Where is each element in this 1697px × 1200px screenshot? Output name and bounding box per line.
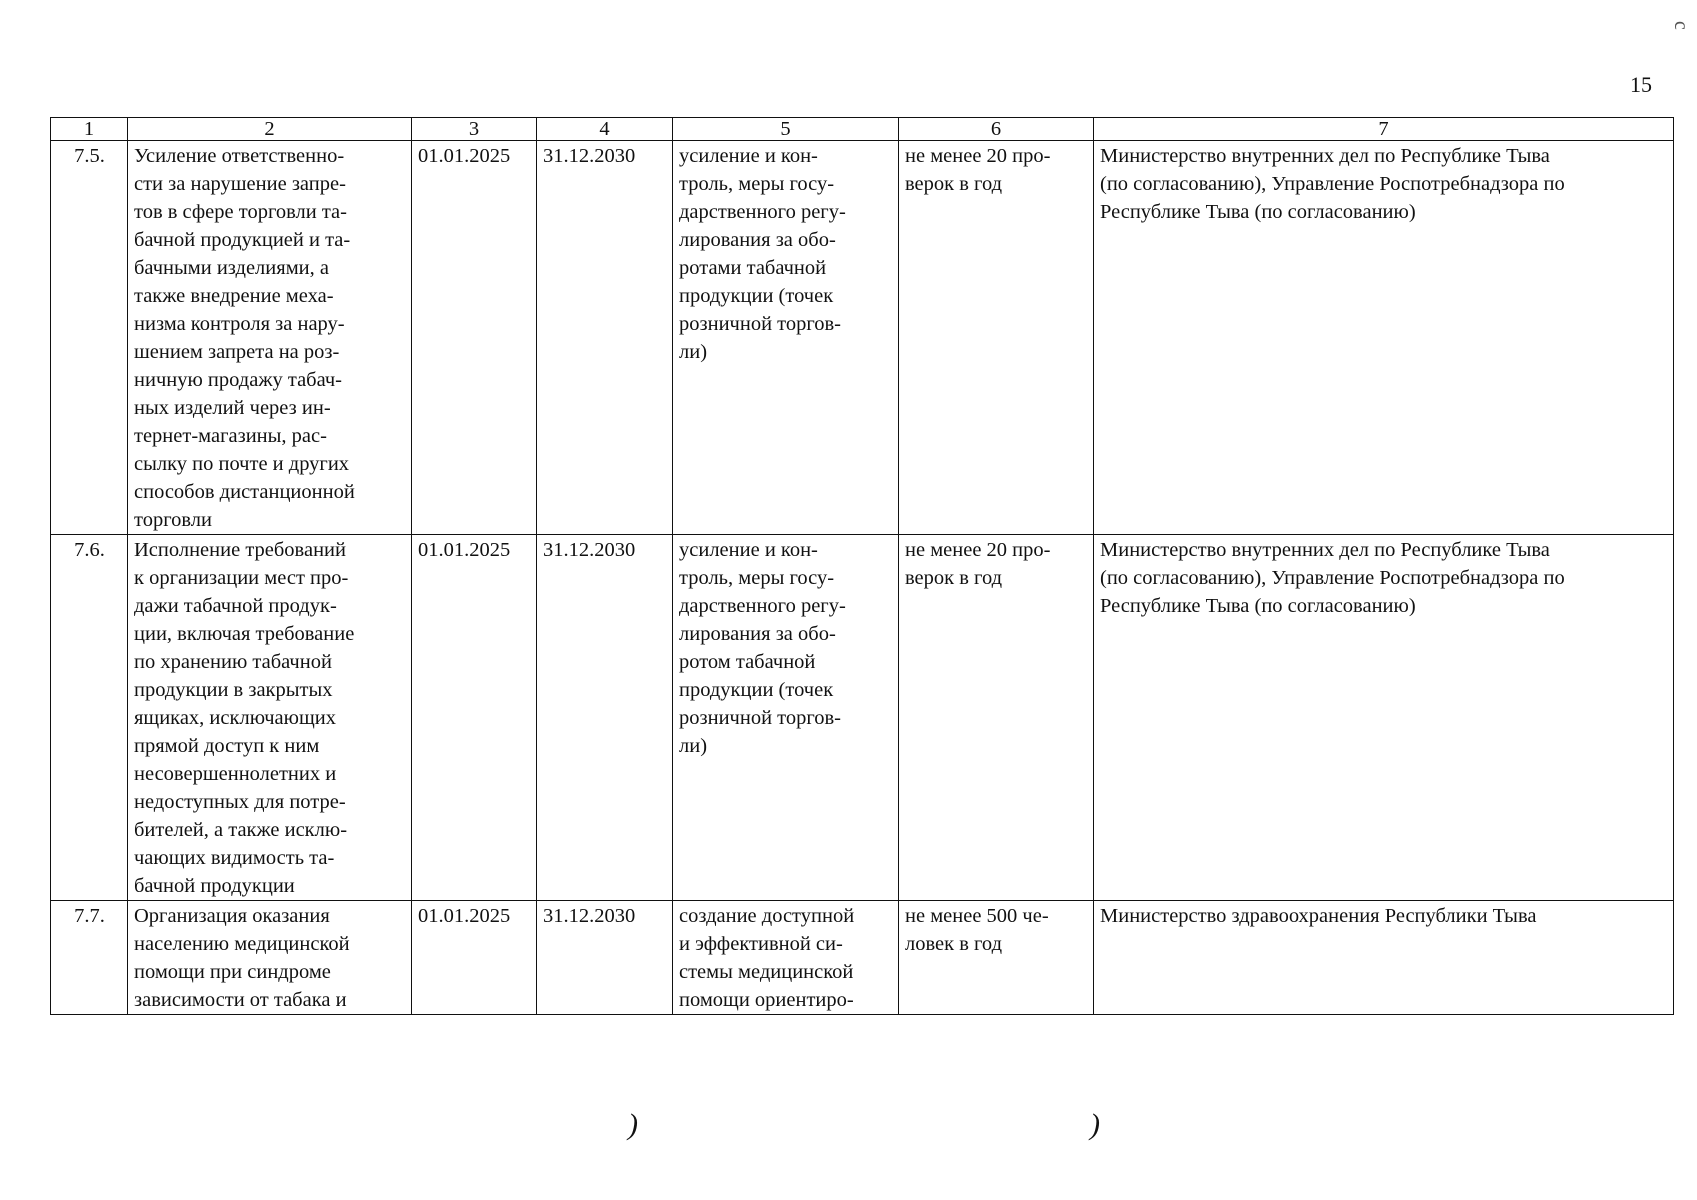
indicator-cell: не менее 20 про- верок в год bbox=[899, 535, 1094, 901]
start-date-cell: 01.01.2025 bbox=[412, 901, 537, 1015]
measure-cell: Усиление ответственно- сти за нарушение запре- тов в сфере торговли та- бачной продукцией и та- бачными изделиями, а также внедрение меха- низма контроля за нару- шением запрета на роз- ничную продажу табач- ных изделий через ин- тернет-магазины, рас- сылку по почте и других способов дистанционной торговли bbox=[128, 141, 412, 535]
indicator-cell: не менее 20 про- верок в год bbox=[899, 141, 1094, 535]
end-date-cell: 31.12.2030 bbox=[537, 901, 673, 1015]
footer-mark-left: ) bbox=[628, 1108, 638, 1141]
table-row bbox=[51, 901, 1674, 1015]
end-date-cell: 31.12.2030 bbox=[537, 535, 673, 901]
executor-cell: Министерство внутренних дел по Республике Тыва (по согласованию), Управление Роспотребнадзора по Республике Тыва (по согласованию) bbox=[1094, 535, 1674, 901]
page-number: 15 bbox=[1630, 72, 1652, 97]
row-number: 7.6. bbox=[51, 535, 128, 901]
measure-cell: Организация оказания населению медицинской помощи при синдроме зависимости от табака и bbox=[128, 901, 412, 1015]
indicator-cell: не менее 500 че- ловек в год bbox=[899, 901, 1094, 1015]
executor-cell: Министерство внутренних дел по Республике Тыва (по согласованию), Управление Роспотребнадзора по Республике Тыва (по согласованию) bbox=[1094, 141, 1674, 535]
executor-cell: Министерство здравоохранения Республики Тыва bbox=[1094, 901, 1674, 1015]
header-cell: 3 bbox=[412, 118, 537, 141]
row-number: 7.5. bbox=[51, 141, 128, 535]
header-cell: 2 bbox=[128, 118, 412, 141]
result-cell: создание доступной и эффективной си- стемы медицинской помощи ориентиро- bbox=[673, 901, 899, 1015]
start-date-cell: 01.01.2025 bbox=[412, 535, 537, 901]
table-header-row bbox=[51, 118, 1674, 141]
result-cell: усиление и кон- троль, меры госу- дарственного регу- лирования за обо- ротами табачной продукции (точек розничной торгов- ли) bbox=[673, 141, 899, 535]
result-cell: усиление и кон- троль, меры госу- дарственного регу- лирования за обо- ротом табачной продукции (точек розничной торгов- ли) bbox=[673, 535, 899, 901]
corner-mark: с bbox=[1669, 21, 1692, 30]
table-row bbox=[51, 535, 1674, 901]
header-cell: 5 bbox=[673, 118, 899, 141]
table-row bbox=[51, 141, 1674, 535]
header-cell: 4 bbox=[537, 118, 673, 141]
header-cell: 6 bbox=[899, 118, 1094, 141]
row-number: 7.7. bbox=[51, 901, 128, 1015]
end-date-cell: 31.12.2030 bbox=[537, 141, 673, 535]
footer-mark-right: ) bbox=[1090, 1108, 1100, 1141]
start-date-cell: 01.01.2025 bbox=[412, 141, 537, 535]
header-cell: 7 bbox=[1094, 118, 1674, 141]
measures-table bbox=[50, 117, 1674, 1015]
measure-cell: Исполнение требований к организации мест про- дажи табачной продук- ции, включая требование по хранению табачной продукции в закрытых ящиках, исключающих прямой доступ к ним несовершеннолетних и недоступных для потре- бителей, а также исклю- чающих видимость та- бачной продукции bbox=[128, 535, 412, 901]
header-cell: 1 bbox=[51, 118, 128, 141]
